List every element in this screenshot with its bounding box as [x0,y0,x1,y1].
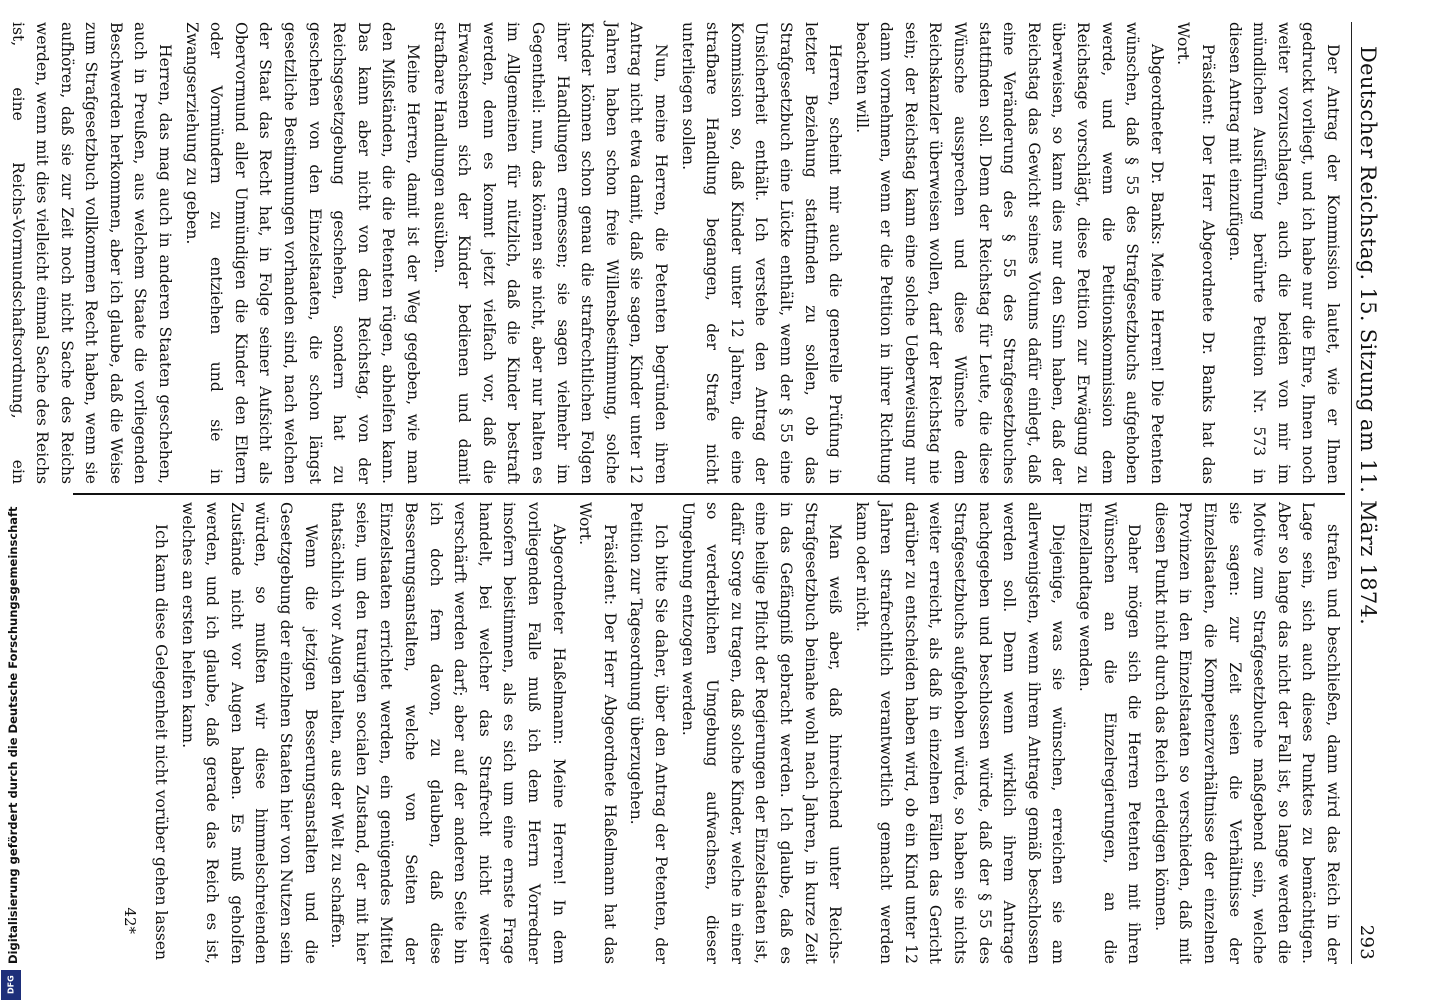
paragraph: strafen und beschließen, dann wird das Reich in der Lage sein, sich auch dieses Punktes zu bemächtigen. Aber so lange das nicht der Fall ist, so lange werden die Motive zum Strafgesetzbuche maßgebend sein, welche sie sagen: zur Zeit seien die Verhältnisse der Einzelstaaten, die Kompetenzverhältnisse der einzelnen Provinzen in den Einzelstaaten so verschieden, daß mit diesen Punkt nicht durch das Reich erledigen können. [1151,502,1342,964]
paragraph: Wenn die jetzigen Besserungsanstalten und die Gesetzgebung der einzelnen Staaten hier von Nutzen sein würden, so mußten wir diese himmelschreienden Zustände nicht vor Augen haben. Es muß geholfen werden, und ich glaube, daß gerade das Reich es ist, welches an ersten helfen kann. [178,502,320,964]
paragraph: Präsident: Der Herr Abgeordnete Haßelmann hat das Wort. [576,502,619,964]
paragraph: Nun, meine Herren, die Petenten begründen ihren Antrag nicht etwa damit, daß sie sagen, Kinder unter 12 Jahren haben schon freie Willensbestimmung, solche Kinder können schon genau die strafrechtlichen Folgen ihrer Handlungen ermessen; sie sagen vielmehr im Gegentheil: nun, das können sie nicht, aber nur halten es im Allgemeinen für nützlich, daß die Kinder bestraft werden, denn es kommt jetzt vielfach vor, daß die Erwachsenen sich der Kinder bedienen und damit strafbare Handlungen ausüben. [430,22,670,484]
paragraph: Herren, das mag auch in anderen Staaten geschehen, auch in Preußen, aus welchem Staate die vorliegenden Beschwerden herkommen, aber ich glaube, daß die Weise zum Strafgesetzbuch vollkommen Recht haben, wenn sie aufhören, daß sie zur Zeit noch nicht Sache des Reichs werden, wenn mit dies vielleicht einmal Sache des Reichs ist, eine Reichs-Vormundschaftsordnung, ein [8,22,175,484]
signature-mark: 42* [121,907,140,934]
paragraph: Ich bitte Sie daher, über den Antrag der Petenten, der Petition zur Tagesordnung überzugehen. [627,502,670,964]
dfg-logo-icon: DFG [1,970,21,1000]
right-column [0,502,1345,964]
paragraph: Daher mögen sich die Herren Petenten mit ihren Wünschen an die Einzelregierungen, an die Einzellandtage wenden. [1076,502,1144,964]
funding-note: Digitalisierung gefördert durch die Deutsche Forschungsgemeinschaft [6,506,20,964]
funding-strip [0,0,26,1000]
paragraph: Meine Herren, damit ist der Weg gegeben, wie man den Mißständen, die die Petenten rügen, abhelfen kann. Das kann aber nicht von dem Reichstag, von der Reichsgesetzgebung geschehen, sondern hat zu geschehen von den Einzelstaaten, die schon längst gesetzliche Bestimmungen vorhanden sind, nach welchen der Staat das Recht hat, in Folge seiner Aufsicht als Obervormund aller Unmündigen die Kinder den Eltern oder Vormündern zu entziehen und sie in Zwangserziehung zu geben. [182,22,423,484]
paragraph: Herren, scheint mir auch die generelle Prüfung in letzter Beziehung stattfinden zu sollen, ob das Strafgesetzbuch eine Lücke enthält, wenn der § 55 eine Unsicherheit enthält. Ich verstehe den Antrag der Kommission so, daß Kinder unter 12 Jahren, die eine strafbare Handlung begangen, der Strafe nicht unterliegen sollen. [678,22,845,484]
column-divider [73,493,1345,495]
paragraph: Man weiß aber, daß hinreichend unter Reichs-Strafgesetzbuch beinahe wohl nach Jahren, in kurze Zeit in das Gefängniß gebracht werden. Ich glaube, daß es eine heilige Pflicht der Regierungen der Einzelstaaten ist, dafür Sorge zu tragen, daß solche Kinder, welche in einer so verderblichen Umgebung aufwachsen, dieser Umgebung entzogen werden. [678,502,845,964]
paragraph: Abgeordneter Haßelmann: Meine Herren! In dem vorliegenden Falle muß ich dem Herrn Vorredner insofern beistimmen, als es sich um eine ernste Frage handelt, bei welcher das Strafrecht nicht weiter verschärft werden darf; aber auf der anderen Seite bin ich doch fern davon, zu glauben, daß diese Besserungsanstalten, welche von Seiten der Einzelstaaten errichtet werden, ein genügendes Mittel seien, um den traurigen socialen Zustand, der mit hier thatsächlich vor Augen halten, aus der Welt zu schaffen. [328,502,568,964]
paragraph: Präsident: Der Herr Abgeordnete Dr. Banks hat das Wort. [1174,22,1218,484]
paragraph: Abgeordneter Dr. Banks: Meine Herren! Die Petenten wünschen, daß § 55 des Strafgesetzbuchs aufgehoben werde, und wenn die Petitionskommission dem Reichstage vorschlägt, diese Petition zur Erwägung zu überweisen, so kann dies nur den Sinn haben, daß der Reichstag das Gewicht seines Votums dafür einlegt, daß eine Veränderung des § 55 des Strafgesetzbuches stattfinden soll. Denn der Reichstag für Leute, die diese Wünsche aussprechen und diese Wünsche dem Reichskanzler überweisen wollen, darf der Reichstag nie sein; der Reichstag kann eine solche Ueberweisung nur dann vornehmen, wenn er die Petition in ihrer Richtung beachten will. [852,22,1166,484]
page-number: 293 [1356,924,1377,960]
page-header [1351,22,1386,964]
page-title: Deutscher Reichstag. 15. Sitzung am 11. März 1874. [1356,46,1380,626]
left-column [0,22,1345,484]
paragraph: Diejenige, was sie wünschen, erreichen sie am allerwenigsten, wenn ihrem Antrage gemäß beschlossen werden soll. Denn wenn wirklich ihrem Antrage nachgegeben und beschlossen würde, daß der § 55 des Strafgesetzbuchs aufgehoben würde, so haben sie nichts weiter erreicht, als daß in einzelnen Fällen das Gericht darüber zu entscheiden haben wird, ob ein Kind unter 12 Jahren strafrechtlich verantwortlich gemacht werden kann oder nicht. [852,502,1068,964]
paragraph: Ich kann diese Gelegenheit nicht vorüber gehen lassen [152,524,171,961]
paragraph: Der Antrag der Kommission lautet, wie er Ihnen gedruckt vorliegt, und ich habe nur die Ehre, Ihnen noch weiter vorzuschlagen, auch die beiden von mir im mündlichen Ausführung berührte Petition Nr. 573 in diesen Antrag mit einzufügen. [1225,22,1342,484]
